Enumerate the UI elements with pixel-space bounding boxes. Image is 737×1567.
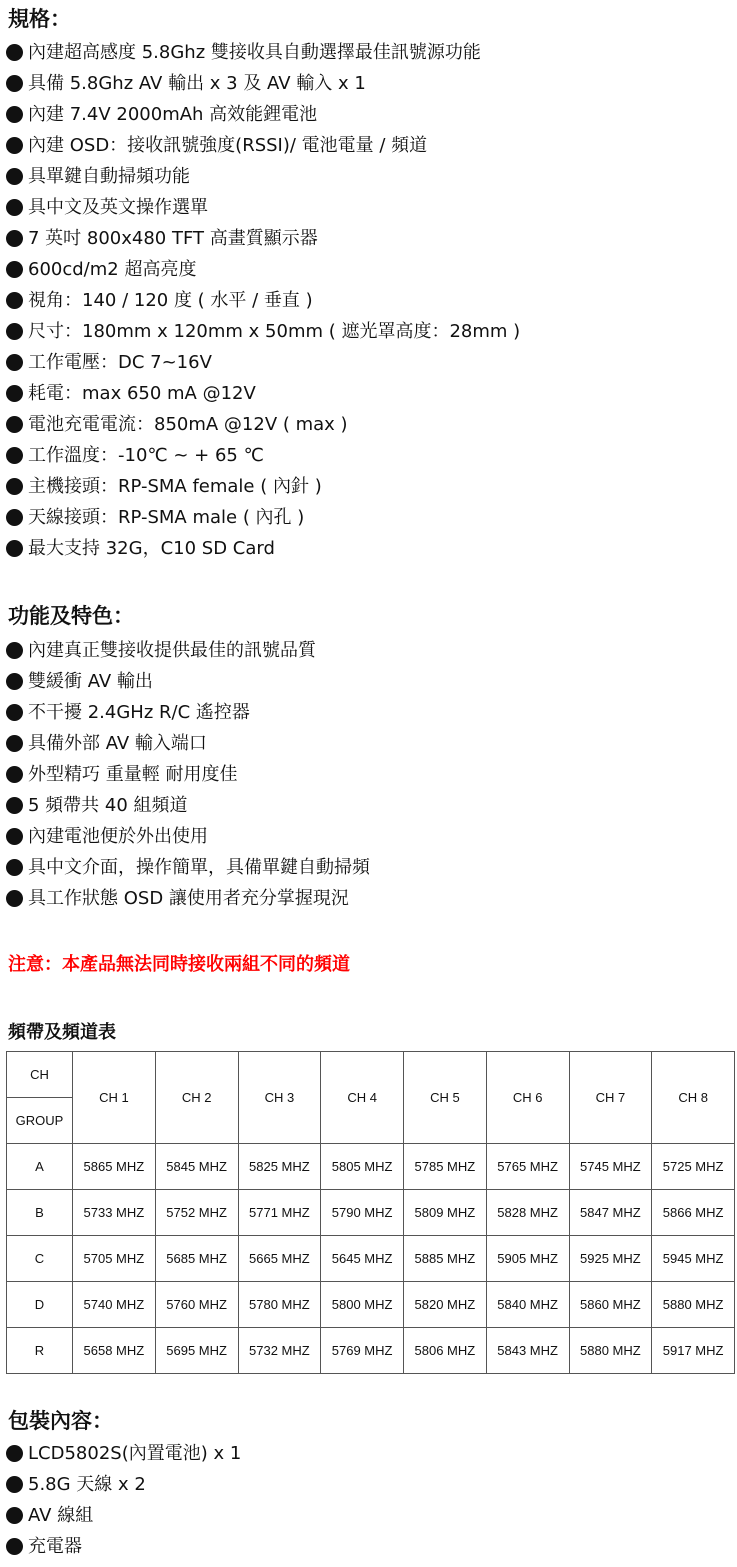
list-item-text: 具工作狀態 OSD 讓使用者充分掌握現況 [28,888,349,909]
frequency-cell: 5866 MHZ [652,1190,735,1236]
list-item [6,223,520,254]
bullet-icon [6,168,23,185]
list-item-text: 充電器 [28,1536,82,1557]
channel-header-cell: CH 4 [321,1052,404,1144]
list-item [6,1438,241,1469]
bullet-icon [6,673,23,690]
channel-header-cell: CH 2 [155,1052,238,1144]
list-item-text: 尺寸：180mm x 120mm x 50mm ( 遮光罩高度：28mm ) [28,321,521,342]
features-heading: 功能及特色： [8,604,134,628]
package-list [6,1438,241,1562]
list-item-text: 5.8G 天線 x 2 [28,1474,146,1495]
frequency-cell: 5880 MHZ [652,1282,735,1328]
frequency-cell: 5806 MHZ [404,1328,487,1374]
list-item-text: AV 線組 [28,1505,94,1526]
list-item [6,697,370,728]
frequency-cell: 5685 MHZ [155,1236,238,1282]
frequency-cell: 5800 MHZ [321,1282,404,1328]
bullet-icon [6,797,23,814]
table-row [7,1144,735,1190]
channel-table [6,1051,735,1374]
list-item [6,37,520,68]
channel-table-title: 頻帶及頻道表 [8,1022,116,1043]
frequency-cell: 5658 MHZ [73,1328,156,1374]
list-item-text: 內建電池便於外出使用 [28,826,208,847]
bullet-icon [6,509,23,526]
frequency-cell: 5865 MHZ [73,1144,156,1190]
list-item-text: 具備 5.8Ghz AV 輸出 x 3 及 AV 輸入 x 1 [28,73,366,94]
list-item-text: 內建 OSD：接收訊號強度(RSSI)/ 電池電量 / 頻道 [28,135,428,156]
list-item-text: 具單鍵自動掃頻功能 [28,166,190,187]
channel-header-cell: CH 6 [486,1052,569,1144]
table-row [7,1236,735,1282]
list-item [6,852,370,883]
list-item [6,254,520,285]
frequency-cell: 5733 MHZ [73,1190,156,1236]
table-corner-cell [7,1052,73,1144]
frequency-cell: 5843 MHZ [486,1328,569,1374]
frequency-cell: 5732 MHZ [238,1328,321,1374]
bullet-icon [6,44,23,61]
list-item [6,68,520,99]
group-cell: B [7,1190,73,1236]
frequency-cell: 5828 MHZ [486,1190,569,1236]
list-item-text: 具中文介面，操作簡單，具備單鍵自動掃頻 [28,857,370,878]
table-row [7,1190,735,1236]
list-item-text: 雙緩衝 AV 輸出 [28,671,153,692]
list-item-text: 最大支持 32G，C10 SD Card [28,538,275,559]
list-item-text: 視角：140 / 120 度 ( 水平 / 垂直 ) [28,290,313,311]
list-item [6,790,370,821]
bullet-icon [6,385,23,402]
features-list [6,635,370,914]
list-item-text: 內建真正雙接收提供最佳的訊號品質 [28,640,316,661]
corner-group-label: GROUP [15,1113,64,1128]
frequency-cell: 5790 MHZ [321,1190,404,1236]
channel-header-cell: CH 7 [569,1052,652,1144]
bullet-icon [6,416,23,433]
notice-text: 注意：本產品無法同時接收兩組不同的頻道 [8,954,350,975]
frequency-cell: 5760 MHZ [155,1282,238,1328]
package-heading: 包裝內容： [8,1409,113,1433]
list-item-text: 主機接頭：RP-SMA female ( 內針 ) [28,476,322,497]
frequency-cell: 5805 MHZ [321,1144,404,1190]
frequency-cell: 5745 MHZ [569,1144,652,1190]
bullet-icon [6,106,23,123]
frequency-cell: 5925 MHZ [569,1236,652,1282]
frequency-cell: 5809 MHZ [404,1190,487,1236]
frequency-cell: 5769 MHZ [321,1328,404,1374]
list-item [6,666,370,697]
frequency-cell: 5845 MHZ [155,1144,238,1190]
bullet-icon [6,704,23,721]
list-item-text: LCD5802S(內置電池) x 1 [28,1443,242,1464]
frequency-cell: 5752 MHZ [155,1190,238,1236]
list-item [6,285,520,316]
bullet-icon [6,1507,23,1524]
list-item-text: 天線接頭：RP-SMA male ( 內孔 ) [28,507,305,528]
list-item-text: 5 頻帶共 40 組頻道 [28,795,188,816]
frequency-cell: 5771 MHZ [238,1190,321,1236]
frequency-cell: 5780 MHZ [238,1282,321,1328]
list-item [6,347,520,378]
channel-header-cell: CH 8 [652,1052,735,1144]
list-item [6,316,520,347]
channel-header-cell: CH 3 [238,1052,321,1144]
bullet-icon [6,1476,23,1493]
bullet-icon [6,890,23,907]
frequency-cell: 5885 MHZ [404,1236,487,1282]
frequency-cell: 5785 MHZ [404,1144,487,1190]
corner-ch-label: CH [7,1052,72,1098]
list-item [6,883,370,914]
list-item [6,728,370,759]
list-item-text: 工作溫度：-10℃ ~ + 65 ℃ [28,445,264,466]
frequency-cell: 5725 MHZ [652,1144,735,1190]
bullet-icon [6,323,23,340]
list-item [6,440,520,471]
frequency-cell: 5825 MHZ [238,1144,321,1190]
list-item [6,1500,241,1531]
bullet-icon [6,766,23,783]
list-item [6,99,520,130]
list-item-text: 外型精巧 重量輕 耐用度佳 [28,764,238,785]
list-item [6,130,520,161]
channel-header-cell: CH 1 [73,1052,156,1144]
frequency-cell: 5945 MHZ [652,1236,735,1282]
frequency-cell: 5840 MHZ [486,1282,569,1328]
bullet-icon [6,859,23,876]
bullet-icon [6,447,23,464]
list-item [6,471,520,502]
list-item-text: 不干擾 2.4GHz R/C 遙控器 [28,702,250,723]
spec-list [6,37,520,564]
frequency-cell: 5917 MHZ [652,1328,735,1374]
frequency-cell: 5905 MHZ [486,1236,569,1282]
group-cell: C [7,1236,73,1282]
bullet-icon [6,230,23,247]
list-item [6,1531,241,1562]
list-item-text: 具備外部 AV 輸入端口 [28,733,207,754]
list-item [6,409,520,440]
bullet-icon [6,137,23,154]
list-item-text: 內建超高感度 5.8Ghz 雙接收具自動選擇最佳訊號源功能 [28,42,481,63]
frequency-cell: 5695 MHZ [155,1328,238,1374]
list-item-text: 7 英吋 800x480 TFT 高畫質顯示器 [28,228,318,249]
bullet-icon [6,75,23,92]
group-cell: A [7,1144,73,1190]
list-item [6,759,370,790]
bullet-icon [6,354,23,371]
bullet-icon [6,1538,23,1555]
frequency-cell: 5847 MHZ [569,1190,652,1236]
table-row [7,1328,735,1374]
spec-heading: 規格： [8,7,71,31]
list-item [6,502,520,533]
bullet-icon [6,478,23,495]
bullet-icon [6,199,23,216]
bullet-icon [6,292,23,309]
group-cell: D [7,1282,73,1328]
bullet-icon [6,540,23,557]
list-item [6,1469,241,1500]
frequency-cell: 5880 MHZ [569,1328,652,1374]
bullet-icon [6,735,23,752]
frequency-cell: 5645 MHZ [321,1236,404,1282]
bullet-icon [6,828,23,845]
list-item-text: 內建 7.4V 2000mAh 高效能鋰電池 [28,104,318,125]
bullet-icon [6,261,23,278]
list-item [6,378,520,409]
list-item-text: 具中文及英文操作選單 [28,197,208,218]
bullet-icon [6,642,23,659]
bullet-icon [6,1445,23,1462]
frequency-cell: 5705 MHZ [73,1236,156,1282]
frequency-cell: 5820 MHZ [404,1282,487,1328]
frequency-cell: 5740 MHZ [73,1282,156,1328]
list-item [6,161,520,192]
list-item-text: 耗電：max 650 mA @12V [28,383,256,404]
list-item-text: 600cd/m2 超高亮度 [28,259,197,280]
list-item [6,533,520,564]
channel-header-cell: CH 5 [404,1052,487,1144]
list-item [6,821,370,852]
frequency-cell: 5860 MHZ [569,1282,652,1328]
group-cell: R [7,1328,73,1374]
list-item [6,635,370,666]
table-row [7,1282,735,1328]
list-item-text: 工作電壓：DC 7~16V [28,352,212,373]
channel-header-row [7,1052,735,1144]
frequency-cell: 5665 MHZ [238,1236,321,1282]
list-item-text: 電池充電電流：850mA @12V ( max ) [28,414,348,435]
list-item [6,192,520,223]
frequency-cell: 5765 MHZ [486,1144,569,1190]
